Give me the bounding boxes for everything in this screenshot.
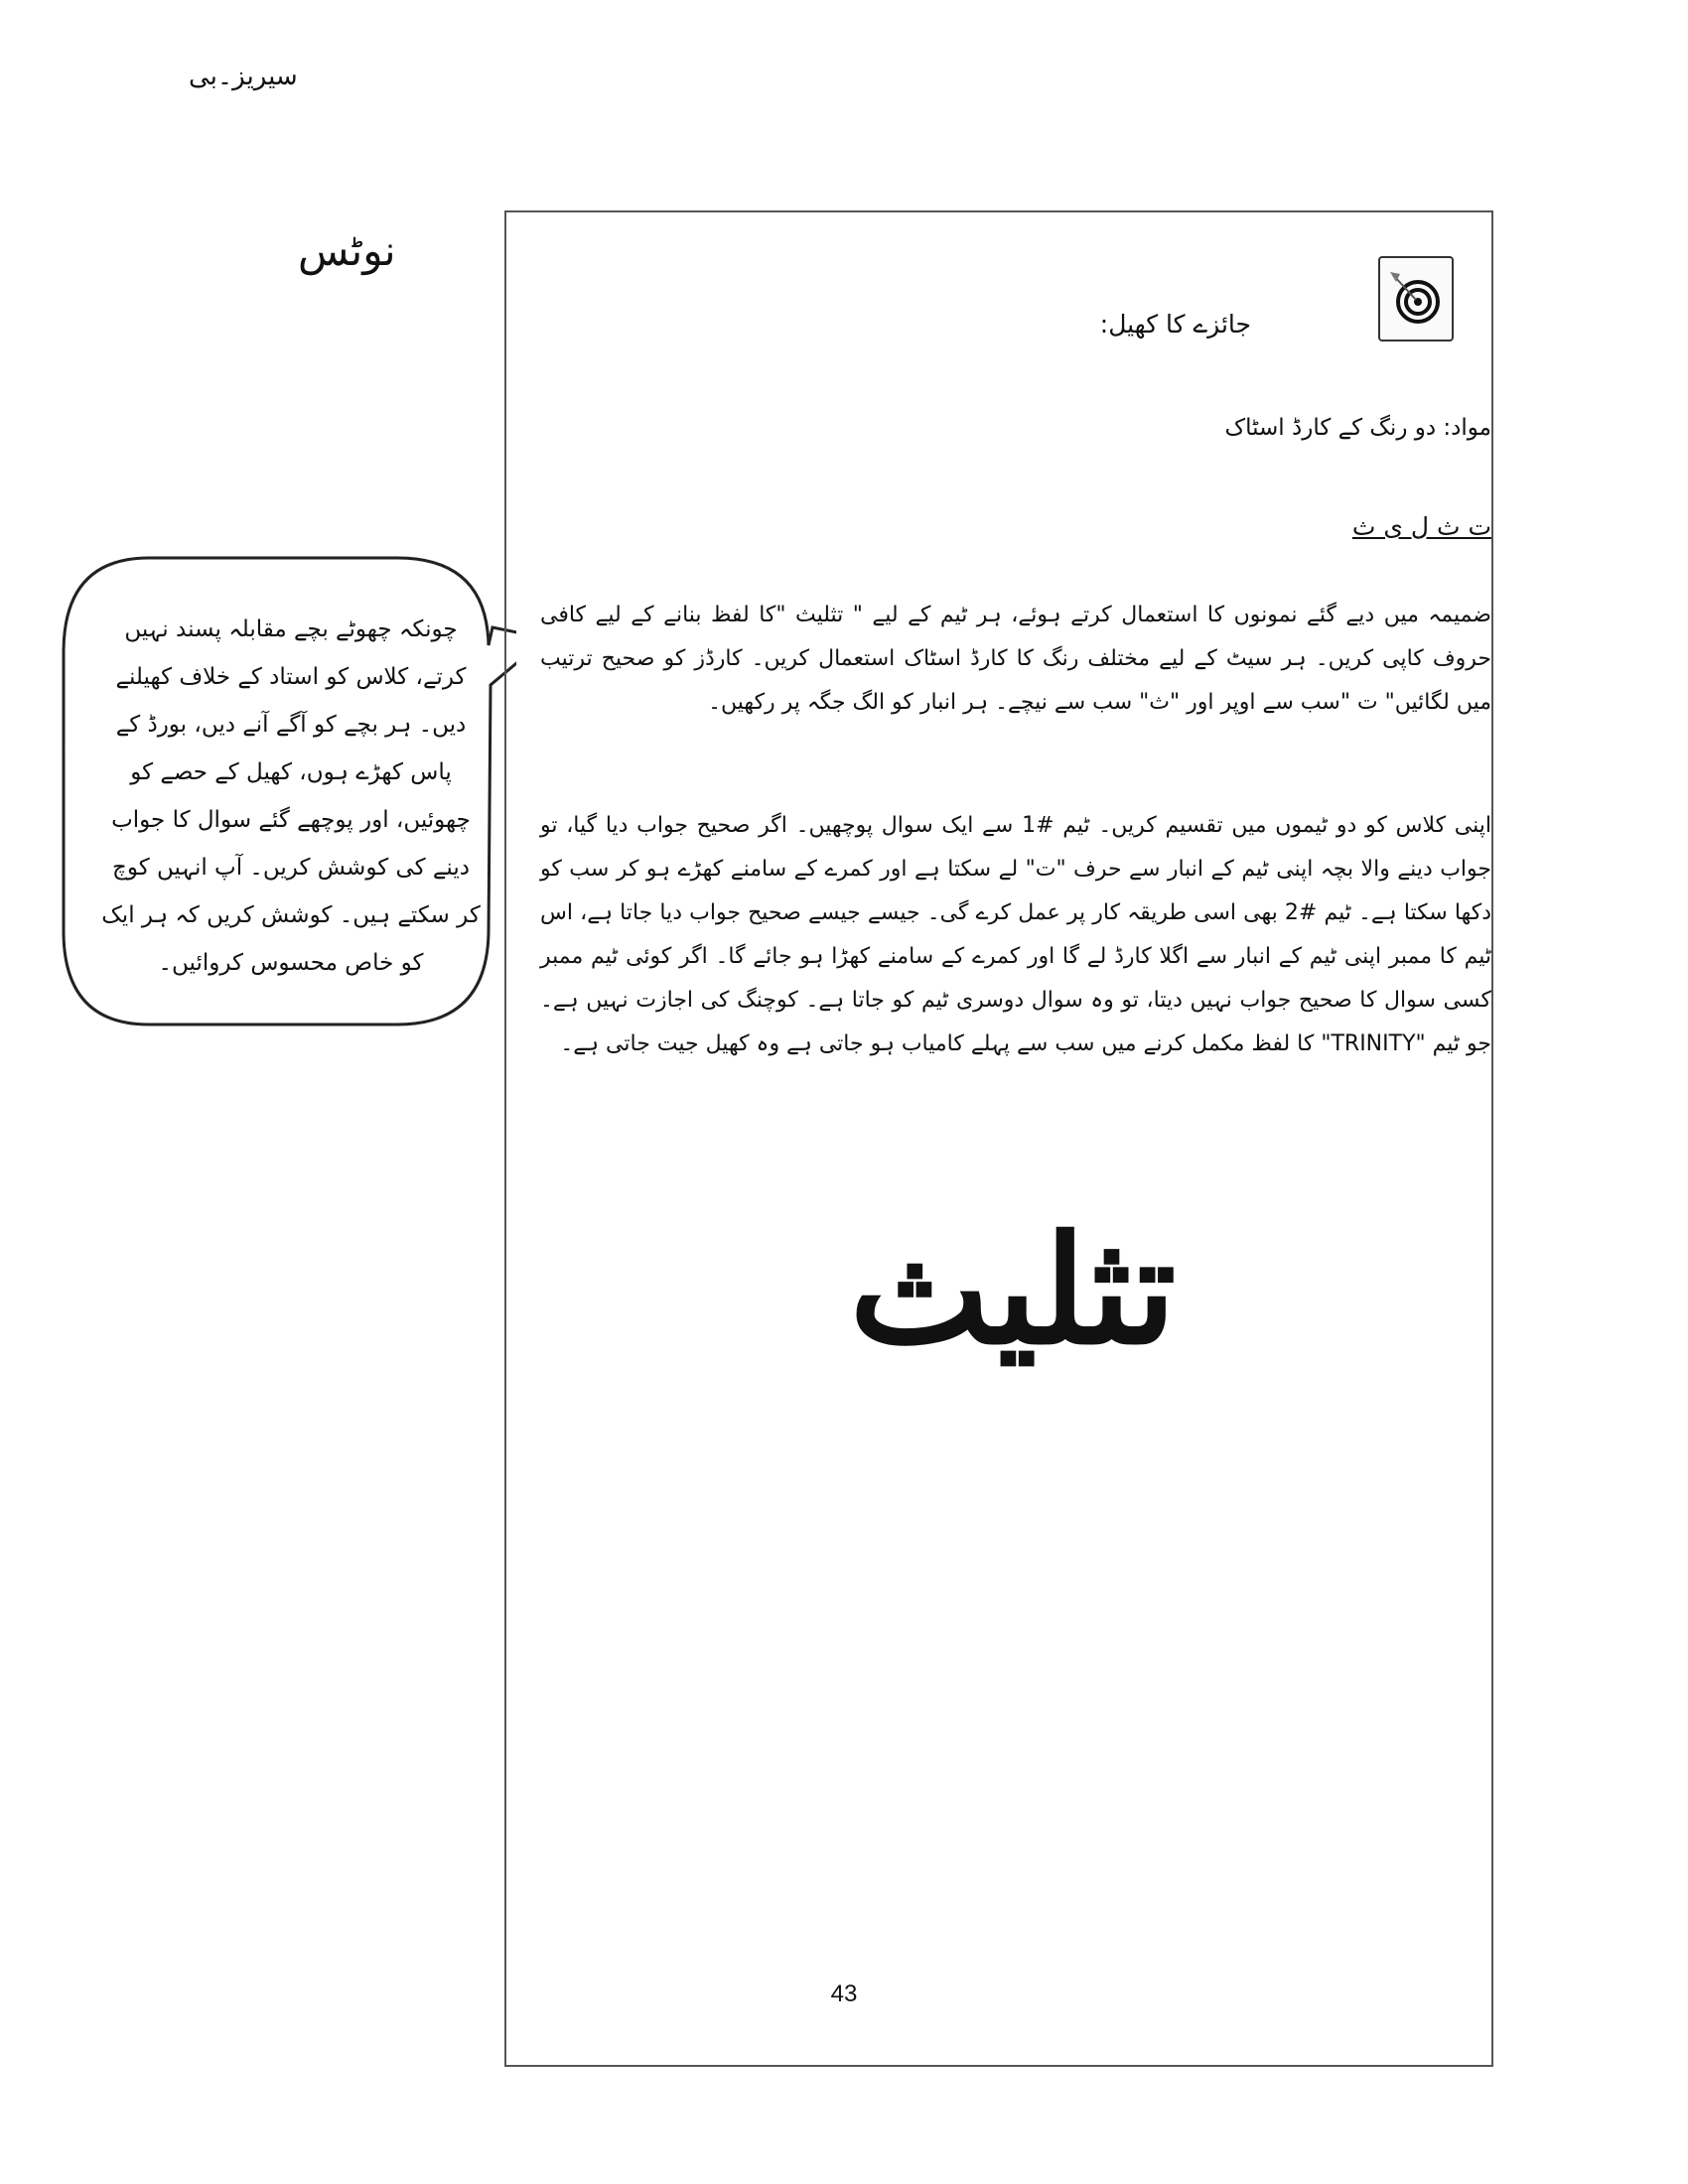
notes-heading: نوٹس bbox=[298, 226, 396, 275]
activity-frame bbox=[504, 210, 1493, 2067]
setup-paragraph: ضمیمہ میں دیے گئے نمونوں کا استعمال کرتے ہوئے، ہر ٹیم کے لیے " تثلیث "کا لفظ بنانے کے لیے کافی حروف کاپی کریں۔ ہر سیٹ کے لیے مختلف رنگ کا کارڈ اسٹاک استعمال کریں۔ کارڈز کو صحیح ترتیب میں لگائیں" ت "سب سے اوپر اور "ث" سب سے نیچے۔ ہر انبار کو الگ جگہ پر رکھیں۔ bbox=[540, 603, 1491, 715]
activity-title: جائزے کا کھیل: bbox=[1099, 310, 1251, 339]
notes-speech-bubble bbox=[60, 556, 516, 1032]
letters-heading: ت ث ل ی ث bbox=[1351, 512, 1491, 541]
notes-text: چونکہ چھوٹے بچے مقابلہ پسند نہیں کرتے، کلاس کو استاد کے خلاف کھیلنے دیں۔ ہر بچے کو آگے آنے دیں، بورڈ کے پاس کھڑے ہوں، کھیل کے حصے کو چھوئیں، اور پوچھے گئے سوال کا جواب دینے کی کوشش کریں۔ آپ انہیں کوچ کر سکتے ہیں۔ کوشش کریں کہ ہر ایک کو خاص محسوس کروائیں۔ bbox=[101, 616, 481, 976]
big-word: تثلیث bbox=[849, 1203, 1177, 1378]
page-number: 43 bbox=[830, 1980, 858, 2007]
target-icon bbox=[1378, 256, 1454, 341]
materials-line: مواد: دو رنگ کے کارڈ اسٹاک bbox=[1224, 415, 1491, 441]
rules-paragraph: اپنی کلاس کو دو ٹیموں میں تقسیم کریں۔ ٹیم #1 سے ایک سوال پوچھیں۔ اگر صحیح جواب دیا گیا، تو جواب دینے والا بچہ اپنی ٹیم کے انبار سے حرف "ت" لے سکتا ہے اور کمرے کے سامنے کھڑے ہو کر سب کو دکھا سکتا ہے۔ ٹیم #2 بھی اسی طریقہ کار پر عمل کرے گی۔ جیسے جیسے صحیح جواب دیا جاتا ہے، اس ٹیم کا ممبر اپنی ٹیم کے انبار سے اگلا کارڈ لے گا اور کمرے کے سامنے کھڑا ہو جائے گا۔ اگر کوئی ٹیم ممبر کسی سوال کا صحیح جواب نہیں دیتا، تو وہ سوال دوسری ٹیم کو جاتا ہے۔ کوچنگ کی اجازت نہیں ہے۔ جو ٹیم "TRINITY" کا لفظ مکمل کرنے میں سب سے پہلے کامیاب ہو جاتی ہے وہ کھیل جیت جاتی ہے۔ bbox=[540, 813, 1492, 1056]
series-label: سیریز۔بی bbox=[189, 62, 298, 91]
